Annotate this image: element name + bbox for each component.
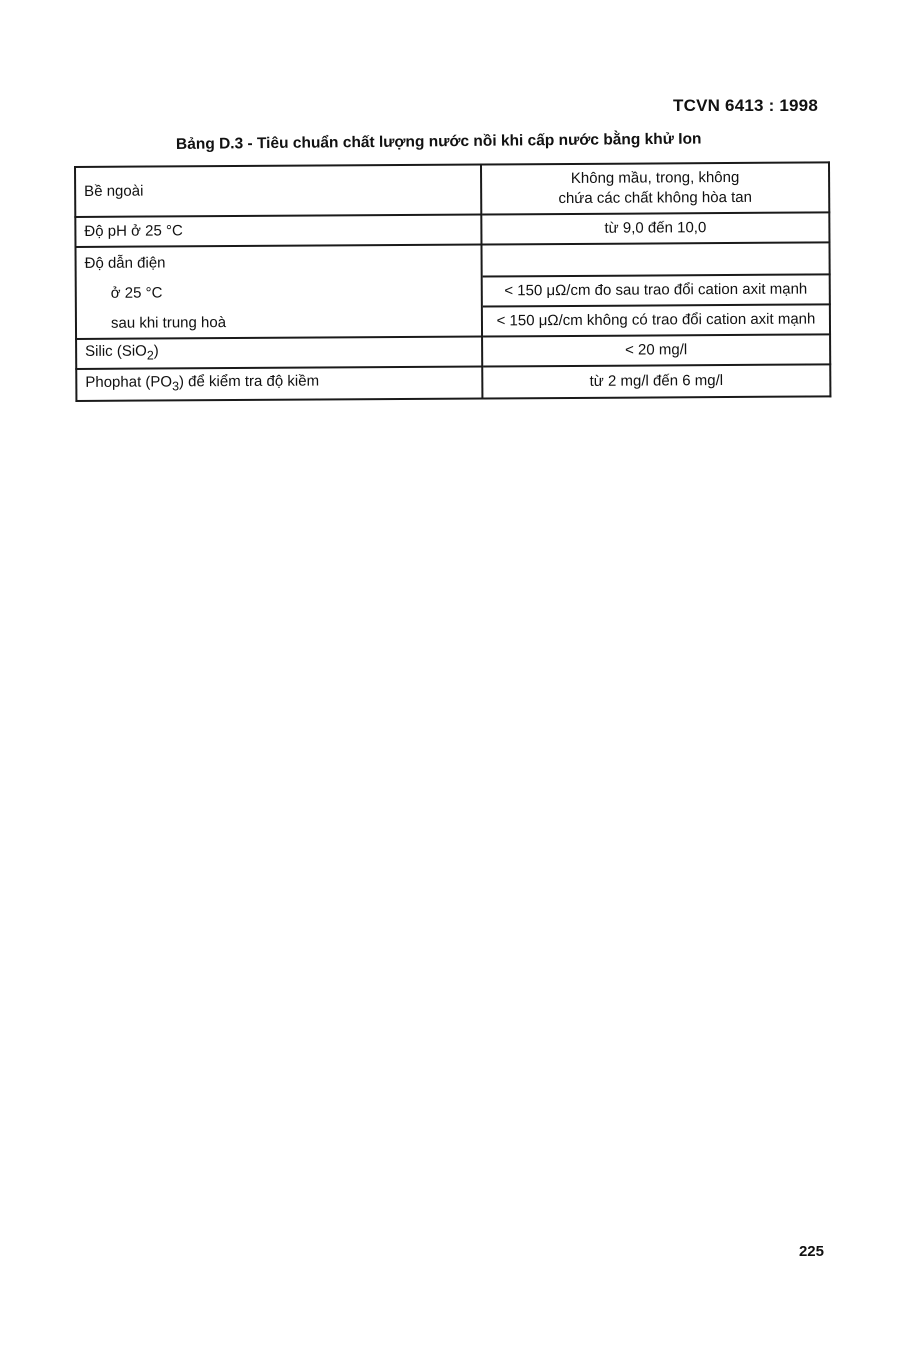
param-silic bbox=[76, 337, 482, 369]
table-row bbox=[76, 304, 830, 339]
value-conductivity-neutralized: < 150 μΩ/cm không có trao đổi cation axit mạnh bbox=[482, 304, 830, 336]
value-conductivity-25c: < 150 μΩ/cm đo sau trao đổi cation axit mạnh bbox=[482, 274, 830, 306]
value-appearance-line2: chứa các chất không hòa tan bbox=[558, 188, 753, 208]
document-code: TCVN 6413 : 1998 bbox=[673, 96, 818, 115]
param-silic-suffix: ) bbox=[153, 342, 159, 360]
param-conductivity-25c: ở 25 °C bbox=[76, 277, 482, 309]
param-phophat-prefix: Phophat (PO bbox=[85, 373, 173, 391]
table-row bbox=[76, 274, 830, 309]
value-conductivity-empty bbox=[481, 242, 829, 276]
param-silic-prefix: Silic (SiO bbox=[85, 342, 147, 360]
table-caption: Bảng D.3 - Tiêu chuẩn chất lượng nước nồi khi cấp nước bằng khử Ion bbox=[175, 130, 702, 153]
param-conductivity: Độ dẫn điện bbox=[75, 245, 481, 279]
table-row bbox=[75, 212, 829, 247]
value-appearance bbox=[481, 162, 829, 214]
page-number: 225 bbox=[798, 1243, 824, 1260]
param-ph: Độ pH ở 25 °C bbox=[75, 215, 481, 247]
table-row bbox=[75, 242, 829, 279]
table-row bbox=[75, 162, 829, 217]
value-phophat: từ 2 mg/l đến 6 mg/l bbox=[482, 364, 830, 398]
param-phophat bbox=[76, 367, 482, 401]
table-row bbox=[76, 334, 830, 369]
param-phophat-subscript: 3 bbox=[172, 379, 180, 394]
value-appearance-line1: Không mầu, trong, không bbox=[570, 168, 740, 187]
param-appearance: Bề ngoài bbox=[75, 165, 481, 217]
param-silic-subscript: 2 bbox=[146, 348, 154, 363]
value-silic: < 20 mg/l bbox=[482, 334, 830, 366]
param-phophat-suffix: ) để kiểm tra độ kiềm bbox=[178, 372, 320, 391]
param-conductivity-neutralized: sau khi trung hoà bbox=[76, 307, 482, 339]
value-ph: từ 9,0 đến 10,0 bbox=[481, 212, 829, 244]
table-row bbox=[76, 364, 830, 401]
water-quality-table bbox=[74, 161, 831, 402]
